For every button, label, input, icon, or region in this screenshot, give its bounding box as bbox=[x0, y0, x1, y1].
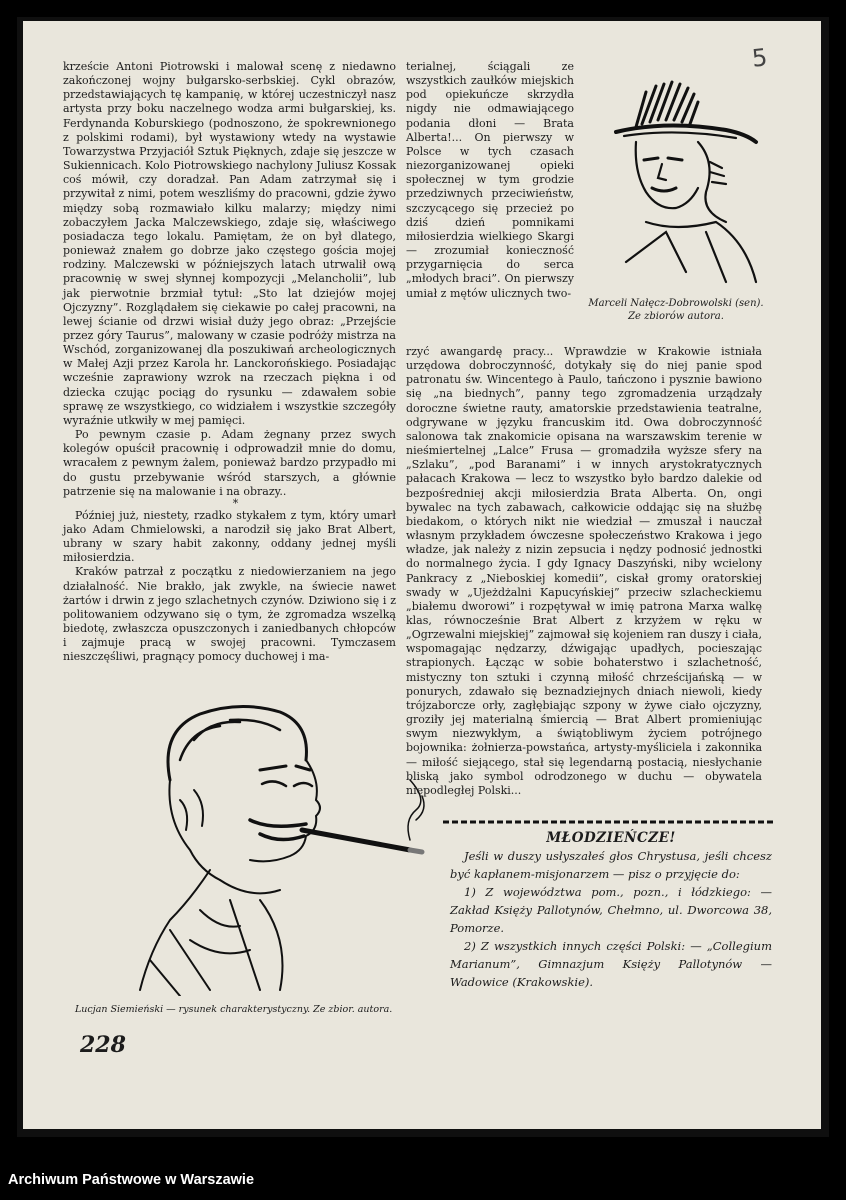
handwritten-page-number: 5 bbox=[750, 43, 769, 73]
caption-portrait-bottom: Lucjan Siemieński — rysunek charakterystyczny. Ze zbior. autora. bbox=[75, 1004, 393, 1015]
article-column-left bbox=[63, 60, 396, 665]
article-column-middle bbox=[406, 60, 574, 301]
portrait-sketch-siemienski bbox=[110, 700, 440, 996]
section-break: * bbox=[232, 496, 239, 510]
paragraph: Później już, niestety, rzadko stykałem z tym, który umarł jako Adam Chmielowski, a narodził się jako Brat Albert, ubrany w szary habit zakonny, oddany jednej myśli miłosierdzia. bbox=[63, 508, 396, 565]
paragraph: krzeście Antoni Piotrowski i malował scenę z niedawno zakończonej wojny bułgarsko-serbskiej. Cykl obrazów, przedstawiających tę kampanię, w której uczestniczył nasz artysta przy boku naczelnego wodza armi bułgarskiej, ks. Ferdynanda Koburskiego (podnoszono, że spokrewnionego z polskimi rodami), był wystawiony wtedy na wystawie Towarzystwa Przyjaciół Sztuk Pięknych, zdaje się jeszcze w Sukiennicach. Kolo Piotrowskiego nachylony Juliusz Kossak coś mówił, czy doradzał. Pan Adam zatrzymał się i przywitał z nimi, potem weszliśmy do pracowni, gdzie żywo między sobą rozmawiało kilku malarzy; między nimi zobaczyłem Jacka Malczewskiego, zdaje się, właściwego posiadacza tego lokalu. Pamiętam, że on był dlatego, ponieważ znałem go dobrze jako częstego gościa mojej rodziny. Malczewski w późniejszych latach utrwalił ową pracownię w swej słynnej kompozycji „Melancholii”, lub jak pierwotnie brzmiał tytuł: „Sto lat dziejów mojej Ojczyzny”. Rozglądałem się ciekawie po całej pracowni, na lewej ścianie od drzwi wisiał duży jego obraz: „Przejście przez góry Taurus”, malowany w czasie podróży mistrza na Wschód, zorganizowanej dla poszukiwań archeologicznych w Małej Azji przez Karola hr. Lanckorońskiego. Posiadając wcześnie zaprawiony wzrok na rzeczach piękna i od dziecka czując pociąg do rysunku — zdawałem sobie sprawę ze wszystkiego, co widziałem i wszystkie szczegóły wyraźnie utkwiły w mej pamięci. bbox=[63, 60, 396, 427]
paragraph: rzyć awangardę pracy... Wprawdzie w Krakowie istniała urzędowa dobroczynność, dotykały się do niej panie spod patronatu św. Wincentego à Paulo, tańczono i pysznie bawiono się „na biednych”, panny tego zgromadzenia urządzały doroczne świetne rauty, amatorskie przedstawienia teatralne, odgrywane w języku francuskim itd. Owa dobroczynność salonowa tak znakomicie opisana na warszawskim terenie w nieśmiertelnej „Lalce” Frusa — gromadziła wyższe sfery na „Szlaku”, „pod Baranami” i w innych arystokratycznych pałacach Krakowa — lecz to wszystko było bardzo dalekie od bezpośredniej akcji miłosierdzia Brata Alberta. On, ongi bywalec na tych zabawach, całkowicie oddając się na służbę biedakom, o których nikt nie wiedział — zmuszał i nauczał własnym przykładem ówczesne społeczeństwo Krakowa i jego władze, jak należy z nizin zepsucia i nędzy podnosić jednostki do normalnego życia. I gdy Ignacy Daszyński, niby wcielony Pankracy z „Nieboskiej komedii”, ciskał gromy oratorskiej swady w „Ujeżdżalni Kapucyńskiej” przeciw szlacheckiemu „białemu dworowi” i rozpętywał w imię patrona Marxa walkę klas, równocześnie Brat Albert z krzyżem w ręku w „Ogrzewalni miejskiej” zajmował się kojeniem ran duszy i ciała, wspomagając nędzarzy, dźwigając upadłych, pocieszając strapionych. Łącząc w sobie bohaterstwo i szlachetność, mistyczny ton sztuki i czynną miłość chrześcijańską — w ponurych, zdawało się beznadziejnych dniach niewoli, kiedy trójzaborcze orły, zagłębiając szpony w żywe ciało ojczyzny, groziły jej materialną śmiercią — Brat Albert promieniując swym niezwykłym, a świątobliwym życiem potrójnego bojownika: żołnierza-powstańca, artysty-myśliciela i zakonnika — miłość siejącego, stał się legendarną postacią, niesłychanie bliską jako symbol odrodzonego w duchu — obywatela niepodległej Polski... bbox=[406, 345, 762, 797]
paragraph: Po pewnym czasie p. Adam żegnany przez swych kolegów opuścił pracownię i odprowadził mnie do domu, wracałem z pewnym żalem, ponieważ bardzo przypadło mi do gustu przebywanie wśród starszych, a głównie patrzenie się na malowanie i na obrazy.. bbox=[63, 428, 396, 498]
article-column-right bbox=[406, 345, 762, 798]
page-number: 228 bbox=[80, 1032, 126, 1058]
paragraph: terialnej, ściągali ze wszystkich zaułków miejskich pod opiekuńcze skrzydła nigdy nie odmawiającego podania dłoni — Brata Alberta!... On pierwszy w Polsce w tych czasach niezorganizowanej opieki społecznej w tym grodzie przedziwnych przeciwieństw, szczycącego się przecież po dziś dzień pomnikami miłosierdzia wielkiego Skargi — zrozumiał konieczność przygarnięcia do serca „młodych braci”. On pierwszy umiał z mętów ulicznych two- bbox=[406, 60, 574, 300]
caption-portrait-top: Marceli Nałęcz-Dobrowolski (sen). Ze zbiorów autora. bbox=[588, 298, 764, 322]
archive-label: Archiwum Państwowe w Warszawie bbox=[8, 1172, 255, 1188]
ornamental-divider bbox=[443, 818, 773, 826]
appeal-address-2: 2) Z wszystkich innych części Polski: — „Collegium Marianum”, Gimnazjum Księży Pallotynów — Wadowice (Krakowskie). bbox=[450, 939, 772, 989]
appeal-intro: Jeśli w duszy usłyszałeś głos Chrystusa, jeśli chcesz być kapłanem-misjonarzem — pisz o przyjęcie do: bbox=[450, 849, 772, 881]
seminary-appeal-box bbox=[450, 829, 772, 991]
paragraph: Kraków patrzał z początku z niedowierzaniem na jego działalność. Nie brakło, jak zwykle, na świecie nawet żartów i drwin z jego szlachetnych czynów. Dziwiono się i z politowaniem odzywano się o tym, że zgromadza wszelką biedotę, zwłaszcza opuszczonych i zaniedbanych chłopców i zajmuje pracą w swojej pracowni. Tymczasem nieszczęśliwi, pragnący pomocy duchowej i ma- bbox=[63, 565, 396, 664]
appeal-address-1: 1) Z województwa pom., pozn., i łódzkiego: — Zakład Księży Pallotynów, Chełmno, ul. Dworcowa 38, Pomorze. bbox=[450, 885, 772, 935]
appeal-title: MŁODZIEŃCZE! bbox=[546, 830, 676, 846]
archive-footer bbox=[0, 1160, 846, 1200]
portrait-sketch-dobrowolski bbox=[606, 72, 772, 294]
